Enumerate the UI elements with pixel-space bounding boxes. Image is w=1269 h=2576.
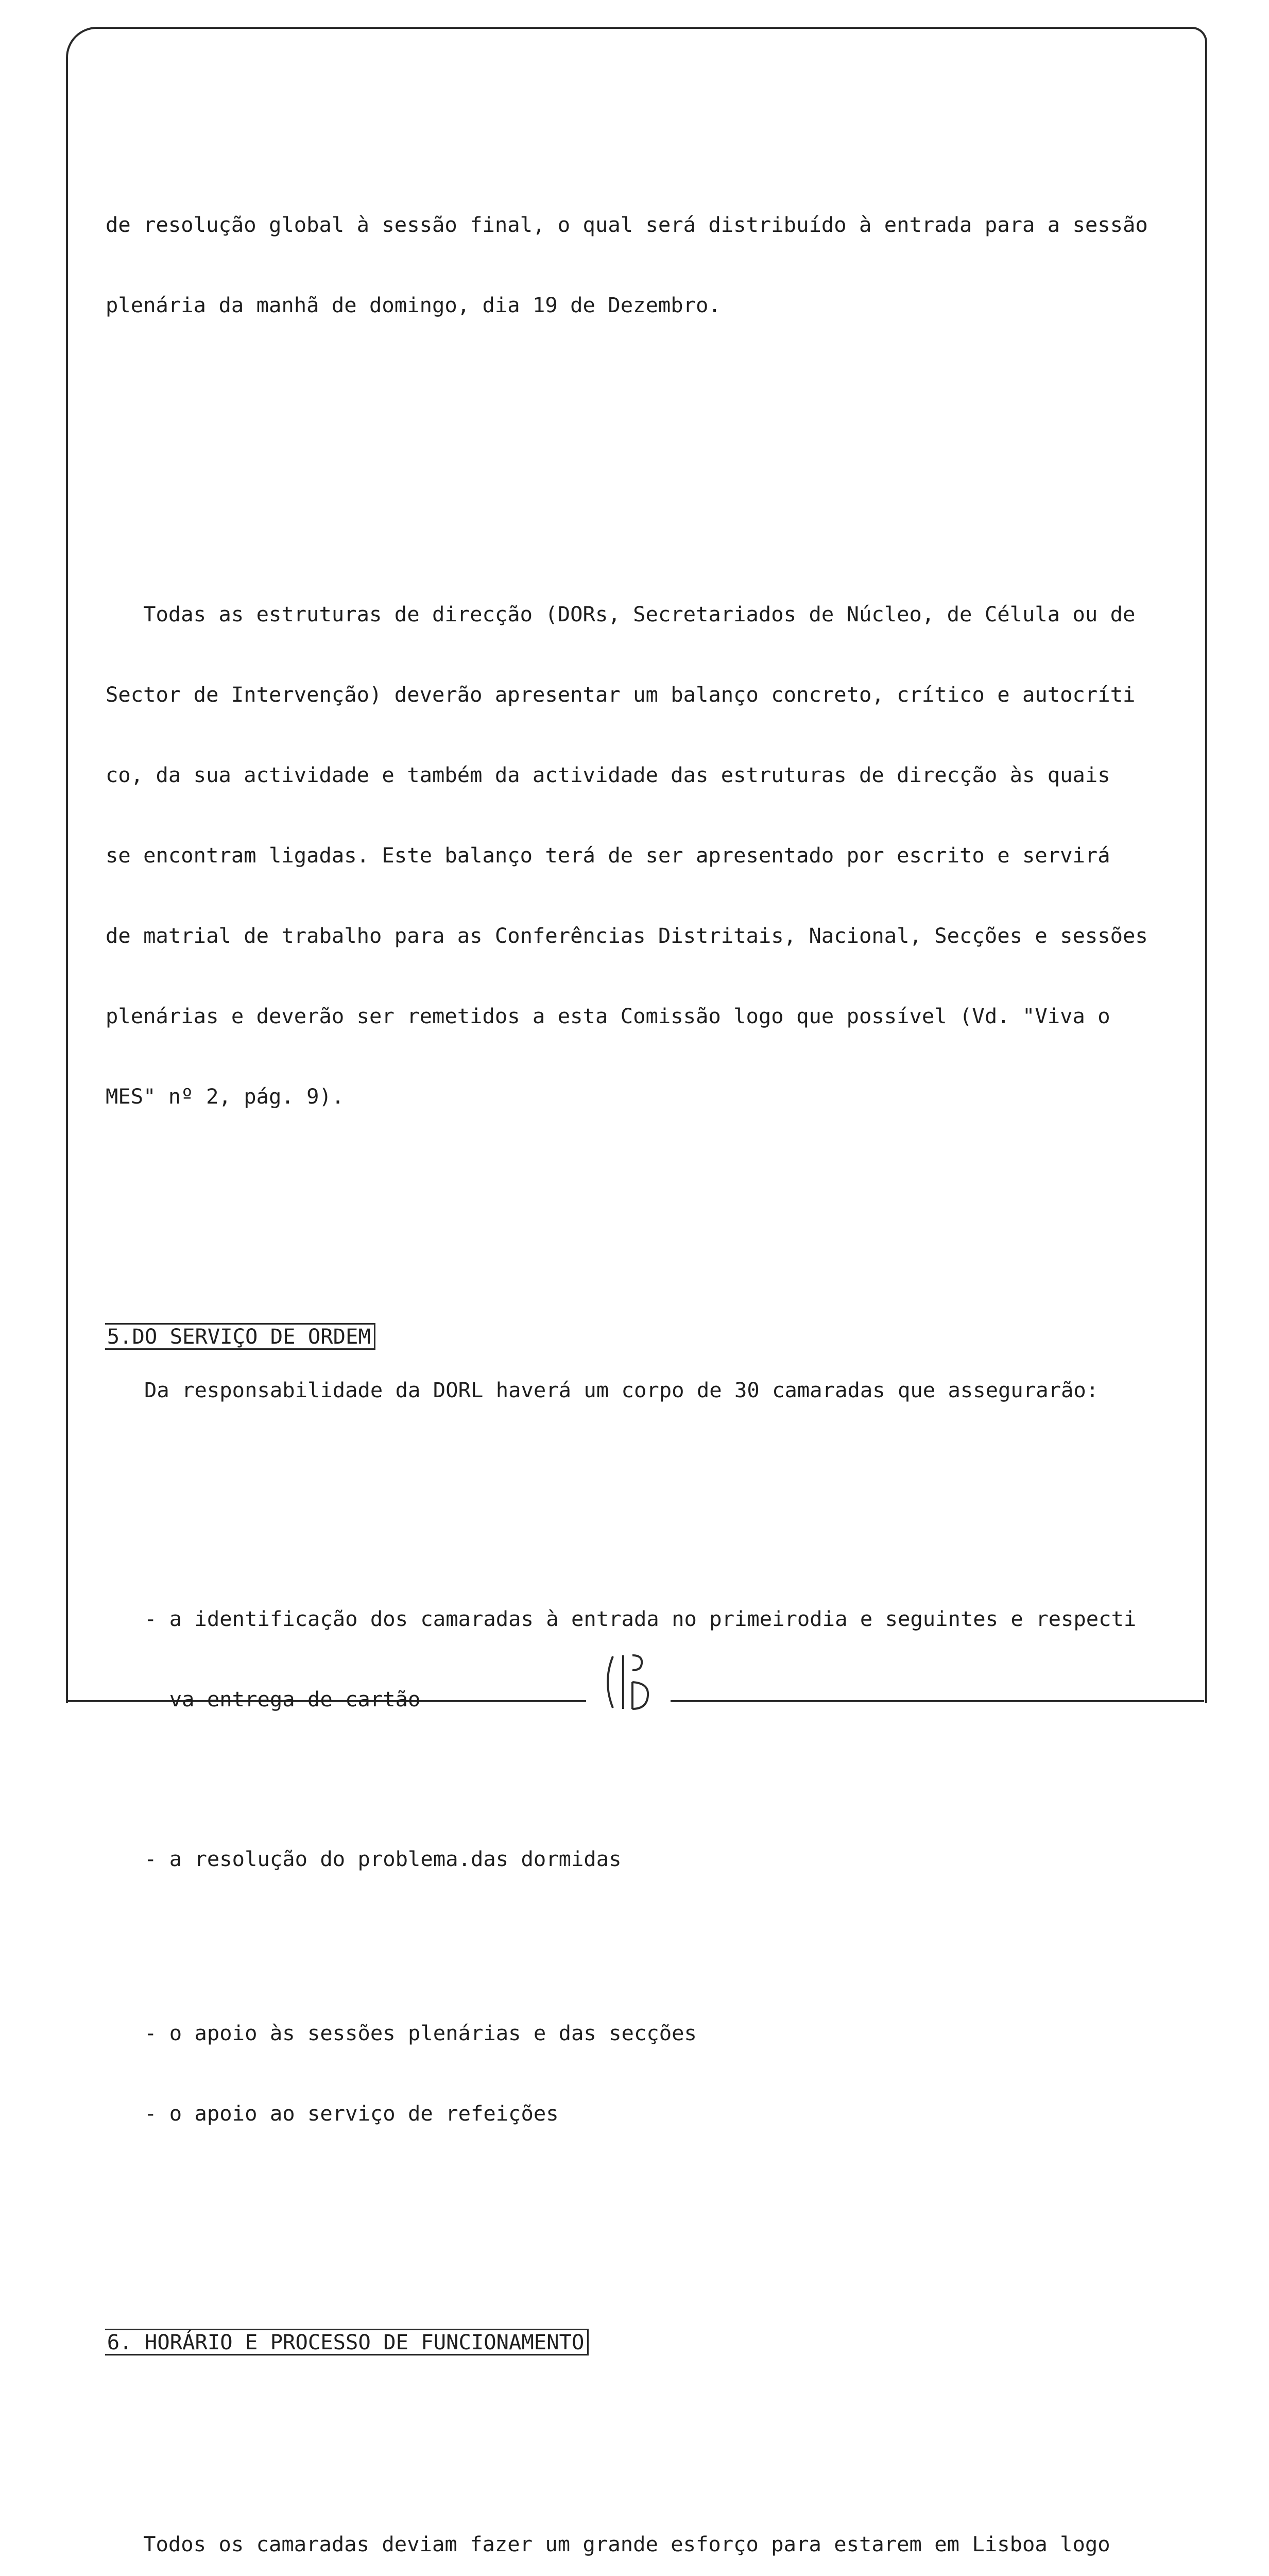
text-line: se encontram ligadas. Este balanço terá de ser apresentado por escrito e servirá	[106, 843, 1110, 868]
list-item: - a identificação dos camaradas à entrada no primeirodia e seguintes e respecti	[144, 1606, 1137, 1631]
list-item: - o apoio ao serviço de refeições	[144, 2101, 559, 2126]
intro-paragraph	[106, 158, 1192, 372]
section-6-heading: 6. HORÁRIO E PROCESSO DE FUNCIONAMENTO	[105, 2329, 589, 2355]
document-body	[106, 77, 1192, 2576]
section-5-heading: 5.DO SERVIÇO DE ORDEM	[105, 1323, 375, 1350]
text-line: de resolução global à sessão final, o qual será distribuído à entrada para a sessão	[106, 212, 1148, 237]
text-line: Todas as estruturas de direcção (DORs, Secretariados de Núcleo, de Célula ou de	[106, 602, 1136, 626]
text-line: co, da sua actividade e também da actividade das estruturas de direcção às quais	[106, 762, 1110, 787]
list-item: - a resolução do problema.das dormidas	[144, 1846, 622, 1871]
text-line: plenárias e deverão ser remetidos a esta Comissão logo que possível (Vd. "Viva o	[106, 1004, 1110, 1028]
schedule-intro-paragraph	[106, 2477, 1192, 2576]
service-bullet-list	[106, 1552, 1192, 2180]
text-line: de matrial de trabalho para as Conferências Distritais, Nacional, Secções e sessões	[106, 923, 1148, 948]
text-line: plenária da manhã de domingo, dia 19 de Dezembro.	[106, 293, 721, 317]
text-line: MES" nº 2, pág. 9).	[106, 1084, 345, 1109]
text-line: Sector de Intervenção) deverão apresentar um balanço concreto, crítico e autocríti	[106, 682, 1136, 707]
list-item: - o apoio às sessões plenárias e das secções	[144, 2021, 697, 2045]
list-item: va entrega de cartão	[144, 1687, 421, 1711]
balance-paragraph	[106, 547, 1192, 1163]
section-5-intro: Da responsabilidade da DORL haverá um corpo de 30 camaradas que assegurarão:	[144, 1378, 1099, 1402]
text-line: Todos os camaradas deviam fazer um grande esforço para estarem em Lisboa logo	[106, 2532, 1110, 2556]
